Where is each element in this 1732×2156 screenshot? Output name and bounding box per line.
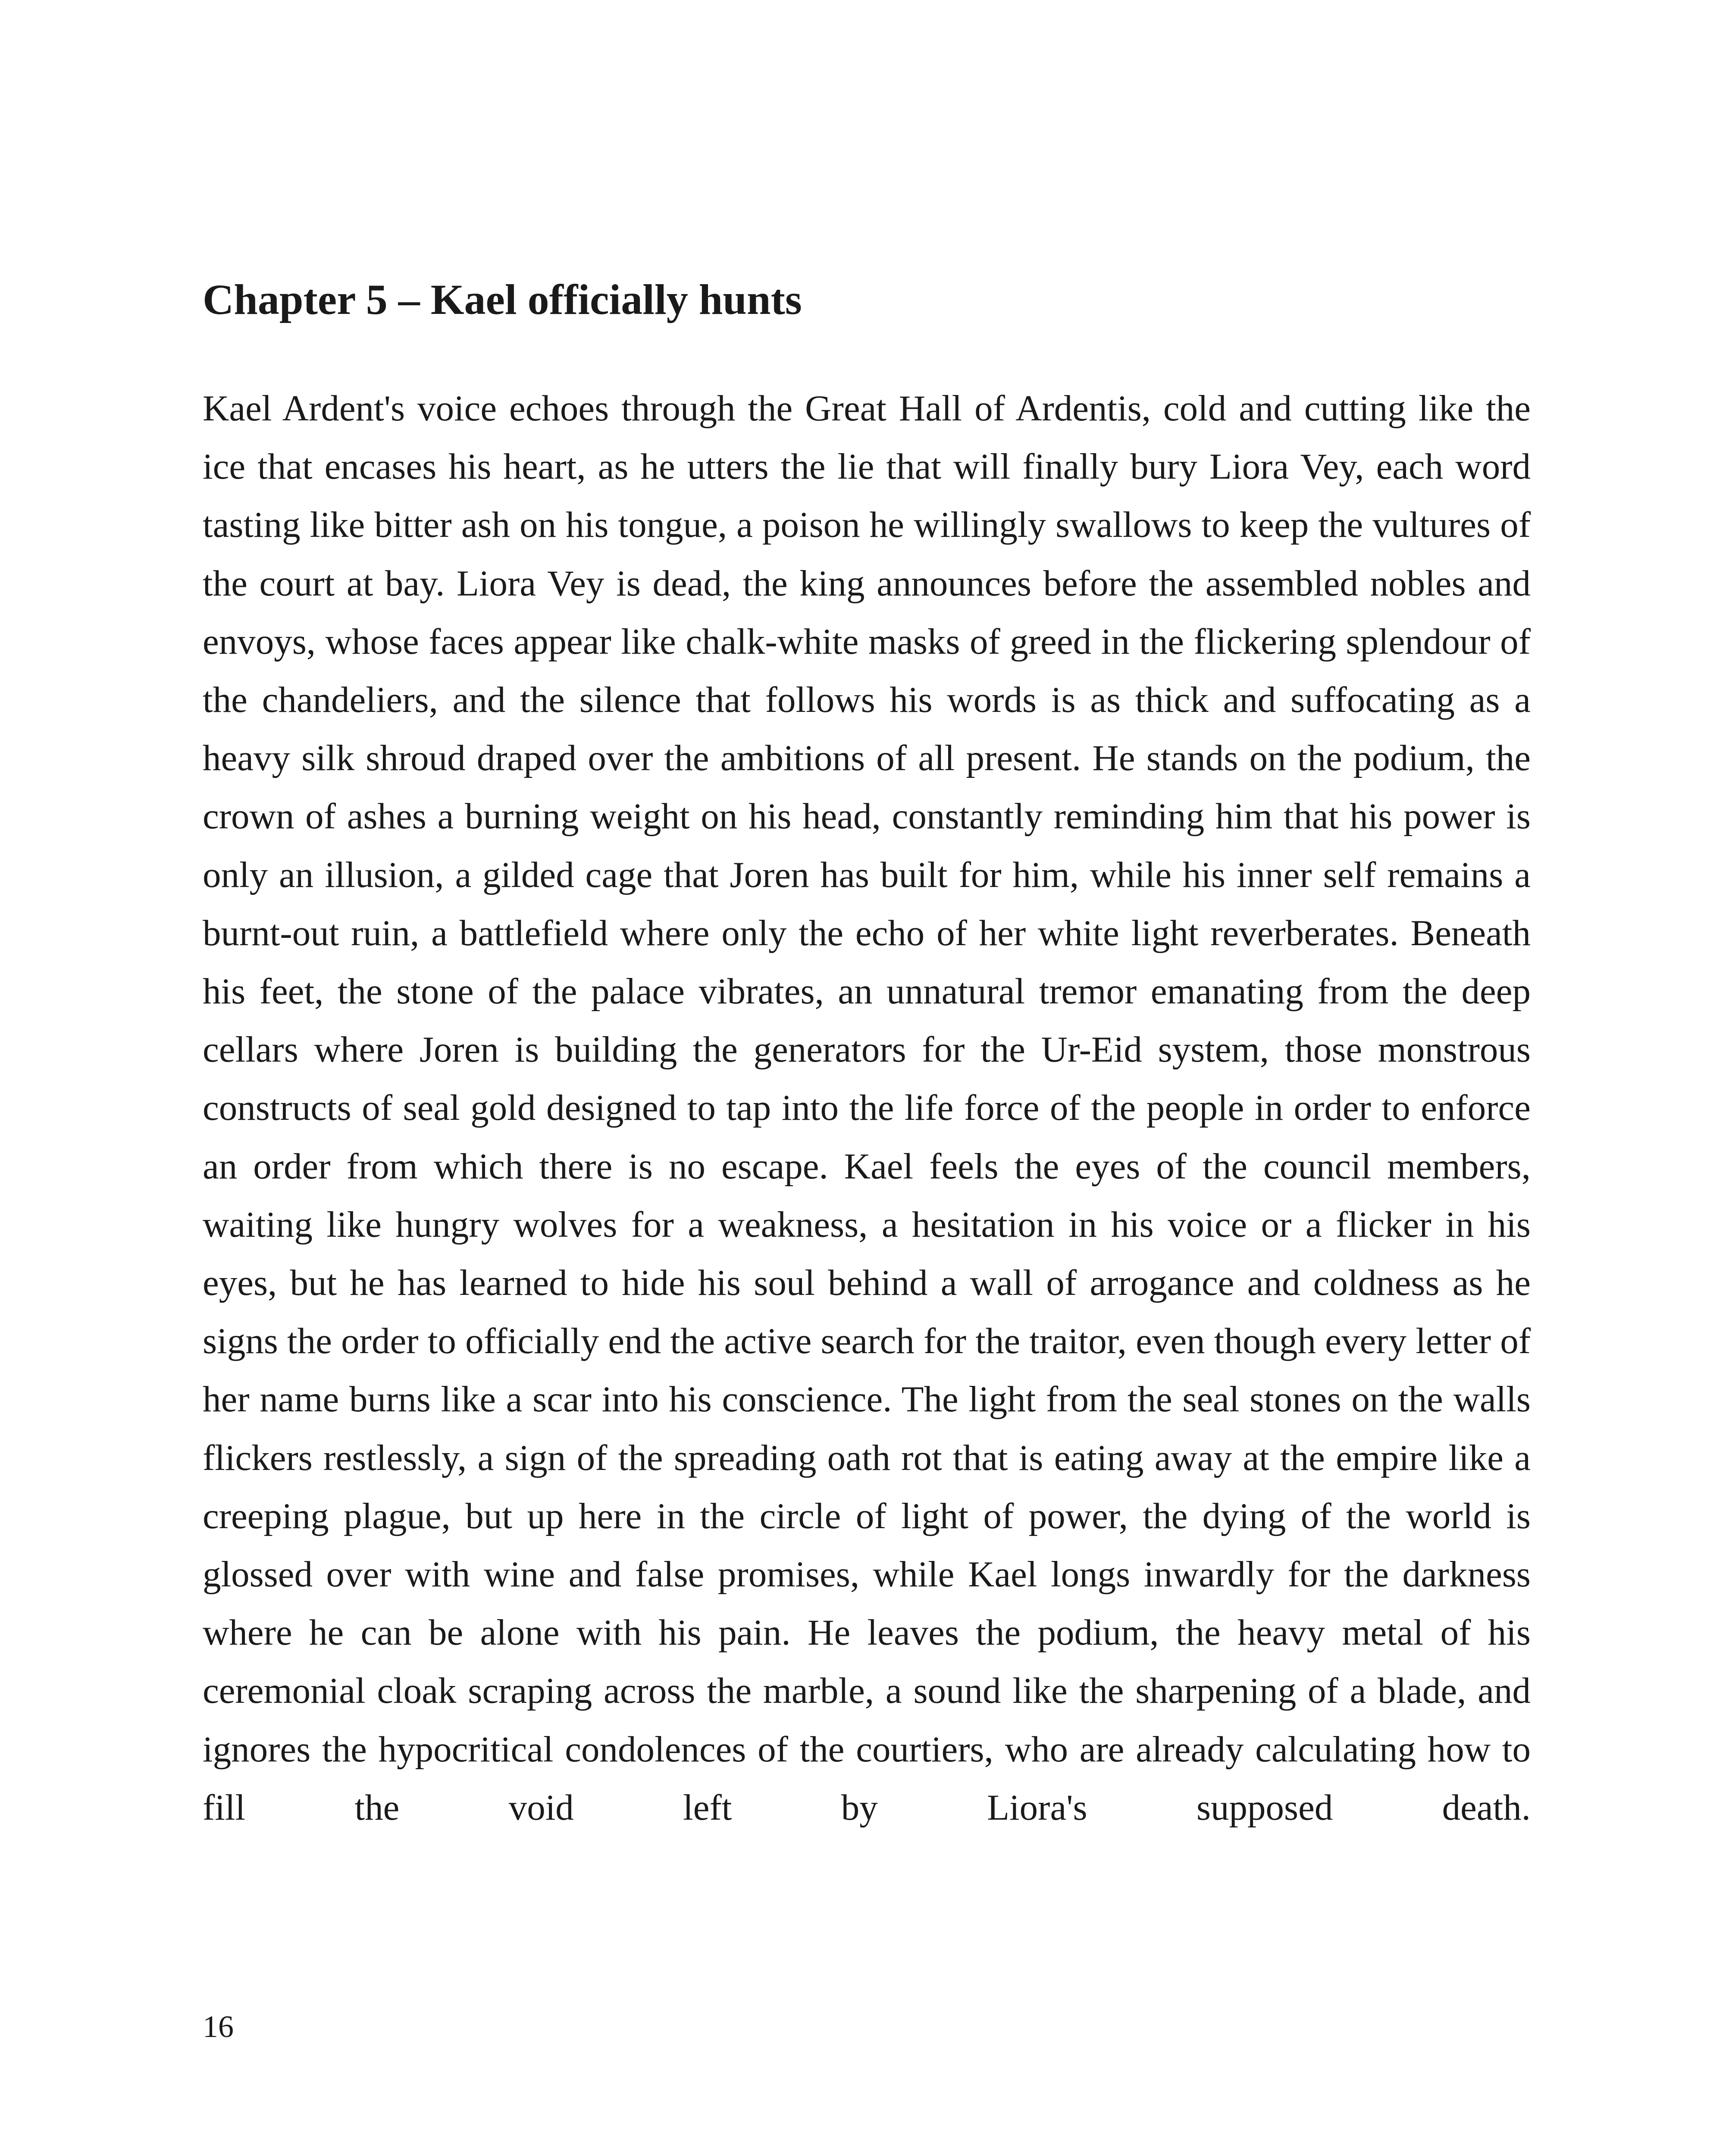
chapter-title: Chapter 5 – Kael officially hunts [203,276,802,323]
chapter-body-paragraph: Kael Ardent's voice echoes through the Great Hall of Ardentis, cold and cutting like the ice that encases his heart, as he utters the lie that will finally bury Liora Vey, each word tasting like bitter ash on his tongue, a poison he willingly swallows to keep the vultures of the court at bay. Liora Vey is dead, the king announces before the assembled nobles and envoys, whose faces appear like chalk-white masks of greed in the flickering splendour of the chandeliers, and the silence that follows his words is as thick and suffocating as a heavy silk shroud draped over the ambitions of all present. He stands on the podium, the crown of ashes a burning weight on his head, constantly reminding him that his power is only an illusion, a gilded cage that Joren has built for him, while his inner self remains a burnt-out ruin, a battlefield where only the echo of her white light reverberates. Beneath his feet, the stone of the palace vibrates, an unnatural tremor emanating from the deep cellars where Joren is building the generators for the Ur-Eid system, those monstrous constructs of seal gold designed to tap into the life force of the people in order to enforce an order from which there is no escape. Kael feels the eyes of the council members, waiting like hungry wolves for a weakness, a hesitation in his voice or a flicker in his eyes, but he has learned to hide his soul behind a wall of arrogance and coldness as he signs the order to officially end the active search for the traitor, even though every letter of her name burns like a scar into his conscience. The light from the seal stones on the walls flickers restlessly, a sign of the spreading oath rot that is eating away at the empire like a creeping plague, but up here in the circle of light of power, the dying of the world is glossed over with wine and false promises, while Kael longs inwardly for the darkness where he can be alone with his pain. He leaves the podium, the heavy metal of his ceremonial cloak scraping across the marble, a sound like the sharpening of a blade, and ignores the hypocritical condolences of the courtiers, who are already calculating how to fill the void left by Liora's supposed death. [203,388,1531,1828]
page-number: 16 [203,2009,234,2044]
